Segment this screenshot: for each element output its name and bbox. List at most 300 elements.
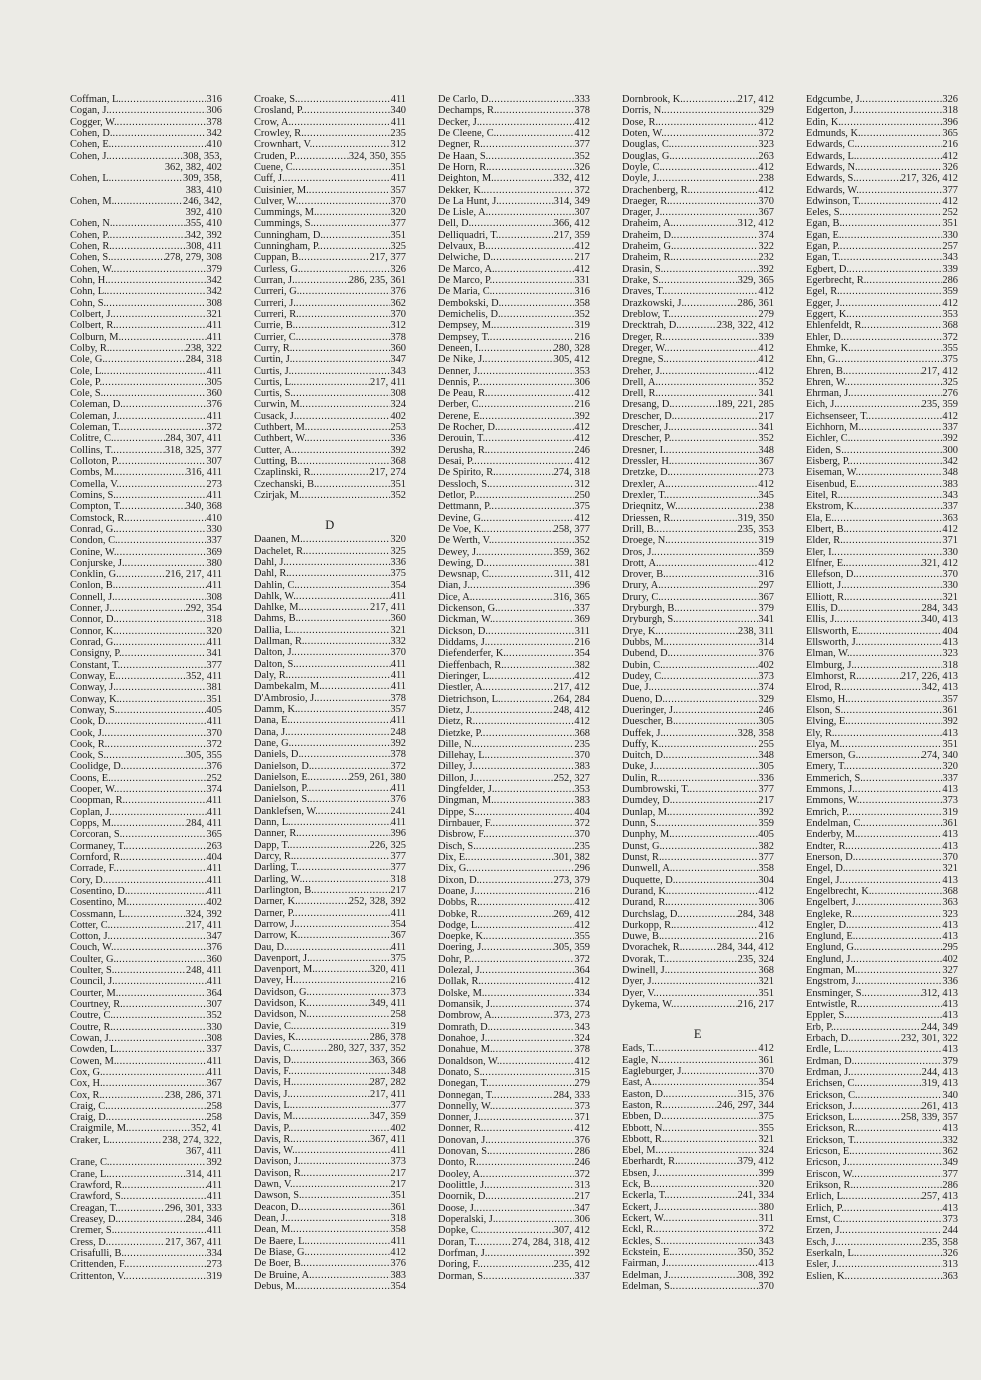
index-entry	[806, 139, 958, 150]
index-entry	[622, 841, 774, 852]
index-entry	[70, 682, 222, 693]
entry-name: Drachenberg, R.	[622, 184, 691, 196]
entry-name: Curreri, R.	[254, 308, 299, 320]
entry-name: Dixon, D.	[438, 874, 480, 886]
entry-name: Colloton, P.	[70, 456, 119, 467]
entry-name: Emmerich, S.	[806, 772, 863, 784]
dot-leader	[299, 309, 391, 320]
entry-name: Emerson, G.	[806, 750, 859, 762]
dot-leader	[843, 1214, 943, 1225]
entry-pages: 412	[574, 976, 590, 988]
dot-leader	[851, 1033, 901, 1044]
entry-pages: 348	[758, 750, 774, 762]
index-entry	[806, 716, 958, 727]
index-entry	[438, 275, 590, 286]
dot-leader	[848, 694, 943, 705]
dot-leader	[658, 377, 758, 388]
index-entry	[806, 603, 958, 614]
dot-leader	[666, 445, 759, 456]
entry-name: Dumdey, D.	[622, 795, 673, 807]
index-entry	[806, 863, 958, 874]
entry-pages: 354	[390, 1280, 406, 1292]
entry-pages: 370	[942, 851, 958, 863]
index-entry	[622, 1247, 774, 1258]
index-entry	[806, 965, 958, 976]
entry-name: Cook, D.	[70, 716, 108, 728]
index-entry	[438, 479, 590, 490]
index-entry	[622, 886, 774, 897]
entry-name: Ernst, C.	[806, 1213, 843, 1225]
index-entry	[70, 377, 222, 388]
entry-pages: 359	[758, 818, 774, 829]
entry-pages: 367	[758, 456, 774, 467]
index-entry	[254, 1077, 406, 1088]
entry-pages: 347	[574, 1202, 590, 1214]
index-entry	[438, 739, 590, 750]
entry-pages: 284, 318	[185, 354, 222, 366]
entry-name: Crownhart, V.	[254, 139, 313, 151]
entry-pages: 381	[206, 682, 222, 694]
index-entry	[806, 841, 958, 852]
entry-name: Dahl, R.	[254, 568, 289, 580]
entry-pages: 377	[390, 1099, 406, 1111]
entry-pages: 353	[574, 365, 590, 377]
entry-name: Eeles, S.	[806, 207, 843, 219]
dot-leader	[856, 105, 942, 116]
entry-pages: 301, 382	[553, 851, 590, 863]
entry-pages: 274, 318	[553, 467, 590, 479]
entry-name: Erickson, J.	[806, 1100, 855, 1112]
entry-pages: 216	[390, 975, 406, 987]
entry-pages: 312, 413	[921, 987, 958, 999]
index-entry	[438, 1157, 590, 1168]
entry-pages: 217	[390, 884, 406, 896]
dot-leader	[295, 275, 349, 286]
index-entry	[70, 1225, 222, 1236]
entry-name: Dickman, W.	[438, 614, 493, 626]
entry-name: Edwards, C.	[806, 139, 858, 151]
entry-pages: 308, 353,	[183, 150, 222, 162]
entry-pages: 284, 346	[185, 1213, 222, 1225]
entry-pages: 370	[574, 829, 590, 841]
entry-pages: 235	[574, 840, 590, 852]
entry-pages: 412	[574, 388, 590, 400]
entry-name: Ebbott, R.	[622, 1133, 665, 1145]
index-entry	[622, 1168, 774, 1179]
entry-name: Doose, J.	[438, 1202, 477, 1214]
entry-pages: 311, 412	[554, 569, 590, 581]
index-entry	[622, 569, 774, 580]
index-entry	[438, 422, 590, 433]
entry-name: Dallman, R.	[254, 636, 305, 648]
dot-leader	[103, 388, 206, 399]
index-entry	[254, 636, 406, 647]
dot-leader	[853, 954, 942, 965]
entry-pages: 257, 413	[921, 1191, 958, 1203]
entry-pages: 319	[390, 1020, 406, 1032]
entry-name: Danner, R.	[254, 828, 299, 840]
entry-name: Dunwell, A.	[622, 863, 673, 875]
index-entry	[70, 490, 222, 501]
index-entry	[254, 1224, 406, 1235]
index-entry	[806, 535, 958, 546]
index-entry	[254, 670, 406, 681]
index-entry	[254, 591, 406, 602]
index-entry	[806, 569, 958, 580]
entry-name: Drexler, A.	[622, 478, 669, 490]
entry-name: Curtis, L.	[254, 376, 294, 388]
entry-pages: 244, 413	[921, 1066, 958, 1078]
entry-name: De Voe, K.	[438, 523, 484, 535]
entry-name: Dretzke, D.	[622, 467, 671, 479]
dot-leader	[112, 603, 186, 614]
entry-pages: 360	[390, 613, 406, 625]
dot-leader	[857, 1112, 901, 1123]
dot-leader	[658, 1145, 758, 1156]
entry-name: Dekker, K.	[438, 184, 484, 196]
entry-pages: 309, 358,	[183, 173, 222, 185]
dot-leader	[125, 795, 207, 806]
entry-pages: 351	[390, 229, 406, 241]
index-entry	[806, 784, 958, 795]
index-entry	[254, 851, 406, 862]
entry-pages: 232, 301, 322	[900, 1032, 958, 1044]
entry-pages: 411	[206, 874, 222, 886]
entry-name: Davies, K.	[254, 1032, 299, 1043]
entry-name: Dippe, S.	[438, 806, 477, 818]
index-entry	[254, 693, 406, 704]
entry-pages: 353	[574, 784, 590, 796]
dot-leader	[479, 547, 554, 558]
entry-pages: 402	[206, 897, 222, 909]
index-entry	[438, 1271, 590, 1282]
dot-leader	[298, 1281, 391, 1292]
entry-pages: 284, 344, 412	[716, 942, 774, 954]
index-entry	[438, 456, 590, 467]
entry-pages: 312	[574, 478, 590, 490]
index-entry	[70, 694, 222, 705]
entry-pages: 329	[758, 105, 774, 117]
entry-pages: 411	[206, 410, 222, 422]
entry-pages: 259, 261, 380	[348, 771, 406, 783]
dot-leader	[122, 648, 207, 659]
dot-leader	[296, 975, 391, 986]
entry-name: Dopke, C.	[438, 1225, 481, 1237]
index-entry	[254, 862, 406, 873]
index-entry	[438, 863, 590, 874]
entry-pages: 357	[390, 703, 406, 715]
dot-leader	[292, 1100, 390, 1111]
index-entry	[438, 1010, 590, 1021]
index-entry	[806, 592, 958, 603]
entry-name: Driessen, R.	[622, 512, 674, 524]
index-entry	[806, 1123, 958, 1134]
entry-name: De Maria, C.	[438, 286, 493, 298]
dot-leader	[487, 1180, 575, 1191]
index-entry	[622, 298, 774, 309]
dot-leader	[116, 863, 207, 874]
index-entry	[438, 105, 590, 116]
index-entry	[254, 1281, 406, 1292]
entry-pages: 308	[206, 1032, 222, 1044]
index-entry	[806, 467, 958, 478]
index-entry	[806, 1248, 958, 1259]
entry-name: Dillehay, L.	[438, 750, 488, 762]
dot-leader	[487, 637, 574, 648]
dot-leader	[479, 117, 574, 128]
entry-pages: 319	[574, 320, 590, 332]
index-entry	[438, 909, 590, 920]
entry-name: Edin, K.	[806, 116, 841, 128]
entry-name: Conway, J.	[70, 682, 116, 694]
dot-leader	[298, 896, 349, 907]
entry-name: Elliott, J.	[806, 580, 844, 592]
entry-name: Emrich, P.	[806, 806, 850, 818]
dot-leader	[310, 772, 349, 783]
entry-name: Crane, C.	[70, 1157, 110, 1169]
entry-name: Ericson, J.	[806, 1157, 850, 1169]
entry-name: Cook, S.	[70, 750, 107, 762]
entry-pages: 316	[206, 94, 222, 105]
entry-name: Derusha, R.	[438, 444, 488, 456]
entry-name: Crow, A.	[254, 116, 292, 128]
entry-name: Dempsey, T.	[438, 331, 490, 343]
dot-leader	[837, 399, 922, 410]
index-entry	[622, 1123, 774, 1134]
dot-leader	[843, 705, 942, 716]
dot-leader	[857, 501, 943, 512]
entry-name: Curtis, J.	[254, 365, 292, 377]
entry-pages: 307	[206, 999, 222, 1010]
index-entry	[254, 264, 406, 275]
dot-leader	[293, 1224, 390, 1235]
entry-pages: 314, 349	[553, 195, 590, 207]
entry-name: Edmunds, K.	[806, 127, 861, 139]
entry-pages: 305, 412	[553, 354, 590, 366]
entry-pages: 305, 355	[185, 750, 222, 762]
entry-pages: 345	[758, 489, 774, 501]
entry-pages: 412	[574, 116, 590, 128]
entry-name: Emmons, J.	[806, 784, 855, 796]
entry-name: Dambekalm, M.	[254, 681, 322, 693]
index-entry	[622, 139, 774, 150]
entry-name: Detlor, P.	[438, 489, 477, 501]
dot-leader	[484, 988, 574, 999]
entry-pages: 352	[206, 1010, 222, 1022]
index-entry	[254, 1123, 406, 1134]
index-entry	[438, 1169, 590, 1180]
entry-name: Ellsworth, E.	[806, 625, 861, 637]
entry-name: Delliquadri, T.	[438, 229, 499, 241]
dot-leader	[494, 173, 554, 184]
entry-name: Crittenton, V.	[70, 1270, 126, 1282]
entry-name: Eckles, S.	[622, 1235, 664, 1247]
index-entry	[622, 818, 774, 829]
dot-leader	[850, 648, 943, 659]
entry-name: Elbert, B.	[806, 523, 847, 535]
dot-leader	[853, 1180, 942, 1191]
dot-leader	[666, 1089, 738, 1100]
entry-name: Cohen, N.	[70, 218, 113, 230]
index-entry	[438, 773, 590, 784]
dot-leader	[109, 105, 206, 116]
entry-pages: 280, 327, 337, 352	[328, 1043, 406, 1055]
section-gap	[622, 1010, 774, 1021]
entry-pages: 412	[758, 557, 774, 569]
entry-name: Edgcumbe, J.	[806, 94, 863, 105]
entry-name: Dorfman, J.	[438, 1247, 488, 1259]
index-entry	[438, 264, 590, 275]
entry-pages: 367, 411	[370, 1133, 406, 1145]
dot-leader	[307, 422, 390, 433]
index-entry	[254, 366, 406, 377]
entry-pages: 377	[390, 851, 406, 862]
entry-pages: 411	[390, 1235, 406, 1247]
entry-name: Dollak, R.	[438, 976, 482, 988]
dot-leader	[487, 445, 574, 456]
index-entry	[622, 1179, 774, 1190]
entry-name: Debus, M.	[254, 1280, 298, 1292]
dot-leader	[849, 264, 942, 275]
index-entry	[438, 1259, 590, 1270]
dot-leader	[288, 727, 391, 738]
dot-leader	[301, 602, 370, 613]
entry-pages: 410	[206, 512, 222, 524]
entry-pages: 382	[574, 659, 590, 671]
entry-pages: 217, 359	[553, 229, 590, 241]
entry-pages: 376	[206, 399, 222, 411]
entry-name: Fairman, J.	[622, 1258, 669, 1270]
index-entry	[806, 660, 958, 671]
index-entry	[254, 761, 406, 772]
index-entry	[622, 1111, 774, 1122]
index-entry	[806, 1044, 958, 1055]
index-entry	[806, 1169, 958, 1180]
index-entry	[438, 94, 590, 105]
index-entry	[254, 343, 406, 354]
entry-pages: 367	[390, 930, 406, 942]
entry-pages: 258, 377	[553, 523, 590, 535]
index-entry	[254, 1134, 406, 1145]
index-entry	[438, 162, 590, 173]
entry-name: Draheim, R.	[622, 252, 674, 264]
dot-leader	[672, 1247, 738, 1258]
index-entry	[622, 196, 774, 207]
index-entry	[70, 399, 222, 410]
entry-pages: 412	[574, 897, 590, 909]
dot-leader	[494, 1010, 553, 1021]
entry-pages: 376	[390, 1258, 406, 1270]
entry-pages: 216	[574, 885, 590, 897]
dot-leader	[493, 614, 575, 625]
entry-name: De Bruine, A.	[254, 1269, 312, 1281]
index-entry	[806, 1010, 958, 1021]
entry-pages: 371	[942, 535, 958, 547]
dot-leader	[483, 139, 575, 150]
entry-name: Coffman, L.	[70, 94, 121, 105]
dot-leader	[117, 117, 207, 128]
entry-pages: 371	[574, 1112, 590, 1124]
entry-pages: 324	[758, 1145, 774, 1157]
dot-leader	[297, 580, 390, 591]
entry-pages: 379	[758, 603, 774, 615]
entry-name: Coleman, D.	[70, 399, 123, 411]
entry-pages: 319	[942, 806, 958, 818]
dot-leader	[125, 558, 207, 569]
entry-pages: 376	[390, 286, 406, 298]
entry-pages: 411	[206, 976, 222, 988]
entry-name: Erbach, D.	[806, 1032, 851, 1044]
entry-pages: 238, 286, 371	[164, 1089, 222, 1101]
index-entry	[622, 1202, 774, 1213]
entry-name: Cuisinier, M.	[254, 184, 309, 196]
entry-pages: 413	[942, 874, 958, 886]
index-entry	[70, 965, 222, 976]
entry-name: Erickson, T.	[806, 1134, 857, 1146]
dot-leader	[311, 761, 390, 772]
entry-name: Dunphy, M.	[622, 829, 672, 841]
entry-name: Ehler, D.	[806, 331, 844, 343]
entry-pages: 376	[206, 761, 222, 773]
entry-pages: 411	[206, 806, 222, 818]
entry-pages: 411	[390, 173, 406, 185]
index-entry	[622, 241, 774, 252]
dot-leader	[671, 422, 758, 433]
entry-name: Dooley, A.	[438, 1168, 483, 1180]
dot-leader	[116, 320, 207, 331]
entry-pages: 412	[574, 919, 590, 931]
entry-pages: 411	[206, 863, 222, 875]
dot-leader	[499, 196, 554, 207]
entry-name: Cohen, E.	[70, 139, 112, 151]
dot-leader	[672, 795, 758, 806]
entry-name: Coolidge, D.	[70, 761, 124, 773]
entry-name: Duquette, D.	[622, 874, 676, 886]
index-entry	[70, 875, 222, 886]
dot-leader	[671, 139, 758, 150]
entry-pages: 323	[942, 908, 958, 920]
entry-name: Dietz, J.	[438, 704, 473, 716]
index-entry	[254, 681, 406, 692]
dot-leader	[289, 568, 390, 579]
index-entry	[622, 580, 774, 591]
entry-pages: 336	[758, 772, 774, 784]
entry-name: Coulter, S.	[70, 965, 115, 977]
index-entry	[438, 648, 590, 659]
dot-leader	[846, 366, 922, 377]
dot-leader	[670, 196, 759, 207]
dot-leader	[294, 1021, 391, 1032]
index-entry	[622, 592, 774, 603]
index-entry	[438, 1101, 590, 1112]
index-entry	[438, 954, 590, 965]
entry-pages: 274, 340	[921, 750, 958, 762]
entry-name: Dryburgh, S.	[622, 614, 676, 626]
entry-pages: 413	[942, 1044, 958, 1056]
dot-leader	[305, 636, 391, 647]
dot-leader	[659, 1168, 758, 1179]
entry-name: Dose, R.	[622, 116, 659, 128]
entry-pages: 322	[758, 241, 774, 253]
entry-pages: 377	[758, 851, 774, 863]
index-entry	[806, 275, 958, 286]
index-entry	[438, 1112, 590, 1123]
entry-name: Dwinell, J.	[622, 965, 668, 977]
index-entry	[622, 852, 774, 863]
entry-name: Dunst, G.	[622, 840, 663, 852]
index-entry	[254, 806, 406, 817]
index-entry	[254, 309, 406, 320]
